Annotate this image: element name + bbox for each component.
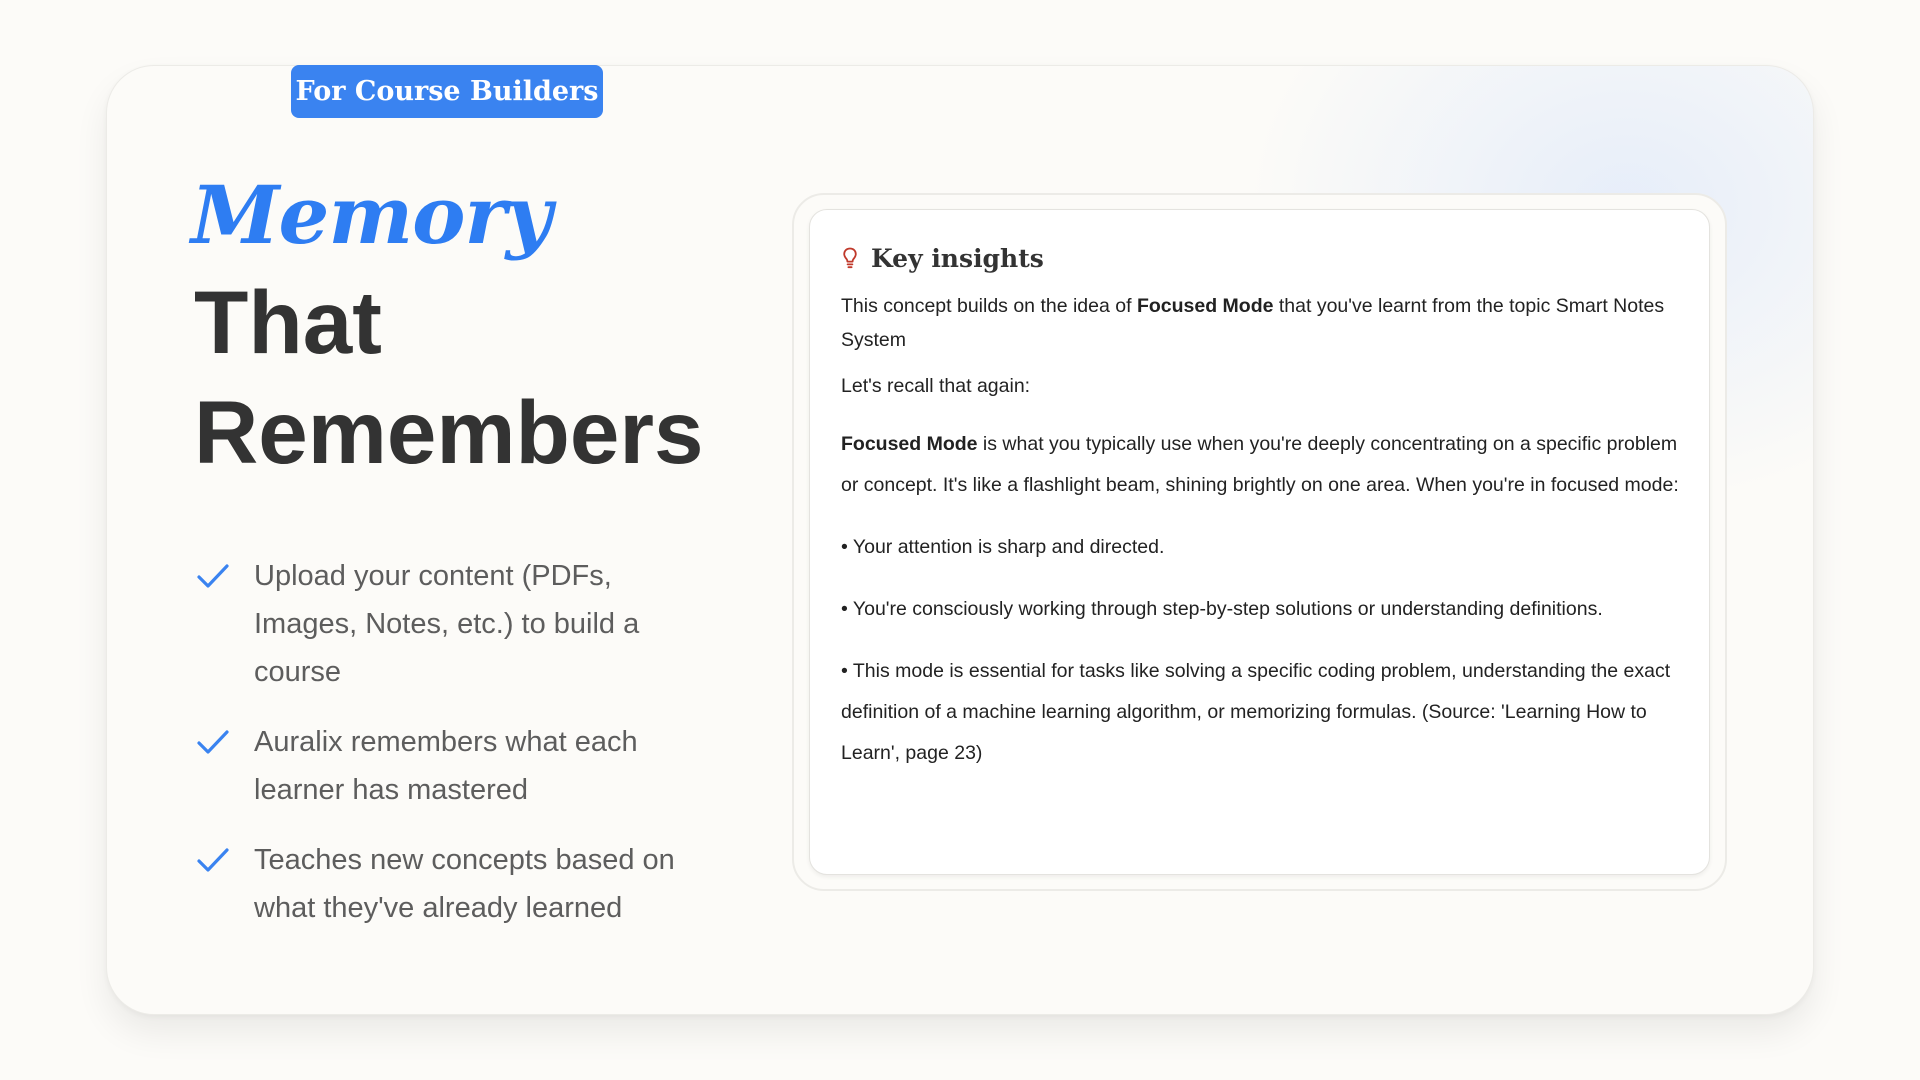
definition-bold-term: Focused Mode	[841, 433, 978, 455]
feature-text: Teaches new concepts based on what they've already learned	[254, 844, 675, 924]
panel-header	[841, 240, 1679, 276]
feature-text: Upload your content (PDFs, Images, Notes, etc.) to build a course	[254, 560, 640, 688]
feature-item	[194, 718, 714, 814]
intro-text-end: that you've learnt from the topic Smart Notes System	[841, 295, 1665, 351]
bullet-item: • You're consciously working through step-by-step solutions or understanding definitions.	[841, 598, 1603, 620]
intro-paragraph	[841, 289, 1679, 357]
title-line-1: That	[194, 272, 382, 372]
bullet-item: • Your attention is sharp and directed.	[841, 536, 1165, 558]
check-icon	[196, 846, 230, 874]
feature-item	[194, 552, 714, 696]
recall-paragraph: Let's recall that again:	[841, 375, 1031, 397]
feature-item	[194, 836, 714, 932]
audience-badge: For Course Builders	[291, 65, 603, 118]
lightbulb-icon	[841, 246, 859, 270]
intro-text-start: This concept builds on the idea of	[841, 295, 1137, 317]
insights-panel	[809, 209, 1710, 875]
definition-paragraph	[841, 424, 1679, 506]
hero-card	[106, 65, 1814, 1015]
title-accent: Memory	[191, 168, 552, 262]
check-icon	[196, 562, 230, 590]
page-title	[191, 163, 754, 487]
feature-list	[194, 552, 714, 954]
title-line-2: Remembers	[194, 382, 704, 482]
bullet-item: • This mode is essential for tasks like solving a specific coding problem, understanding the exact definition of a machine learning algorithm, or memorizing formulas. (Source: 'Learning How to Learn', page 23)	[841, 660, 1671, 764]
definition-text: is what you typically use when you're deeply concentrating on a specific problem or concept. It's like a flashlight beam, shining brightly on one area. When you're in focused mode:	[841, 433, 1679, 496]
intro-bold-term: Focused Mode	[1136, 295, 1274, 317]
check-icon	[196, 728, 230, 756]
insights-panel-frame	[792, 193, 1727, 891]
feature-text: Auralix remembers what each learner has mastered	[254, 726, 638, 806]
panel-title: Key insights	[871, 243, 1044, 273]
